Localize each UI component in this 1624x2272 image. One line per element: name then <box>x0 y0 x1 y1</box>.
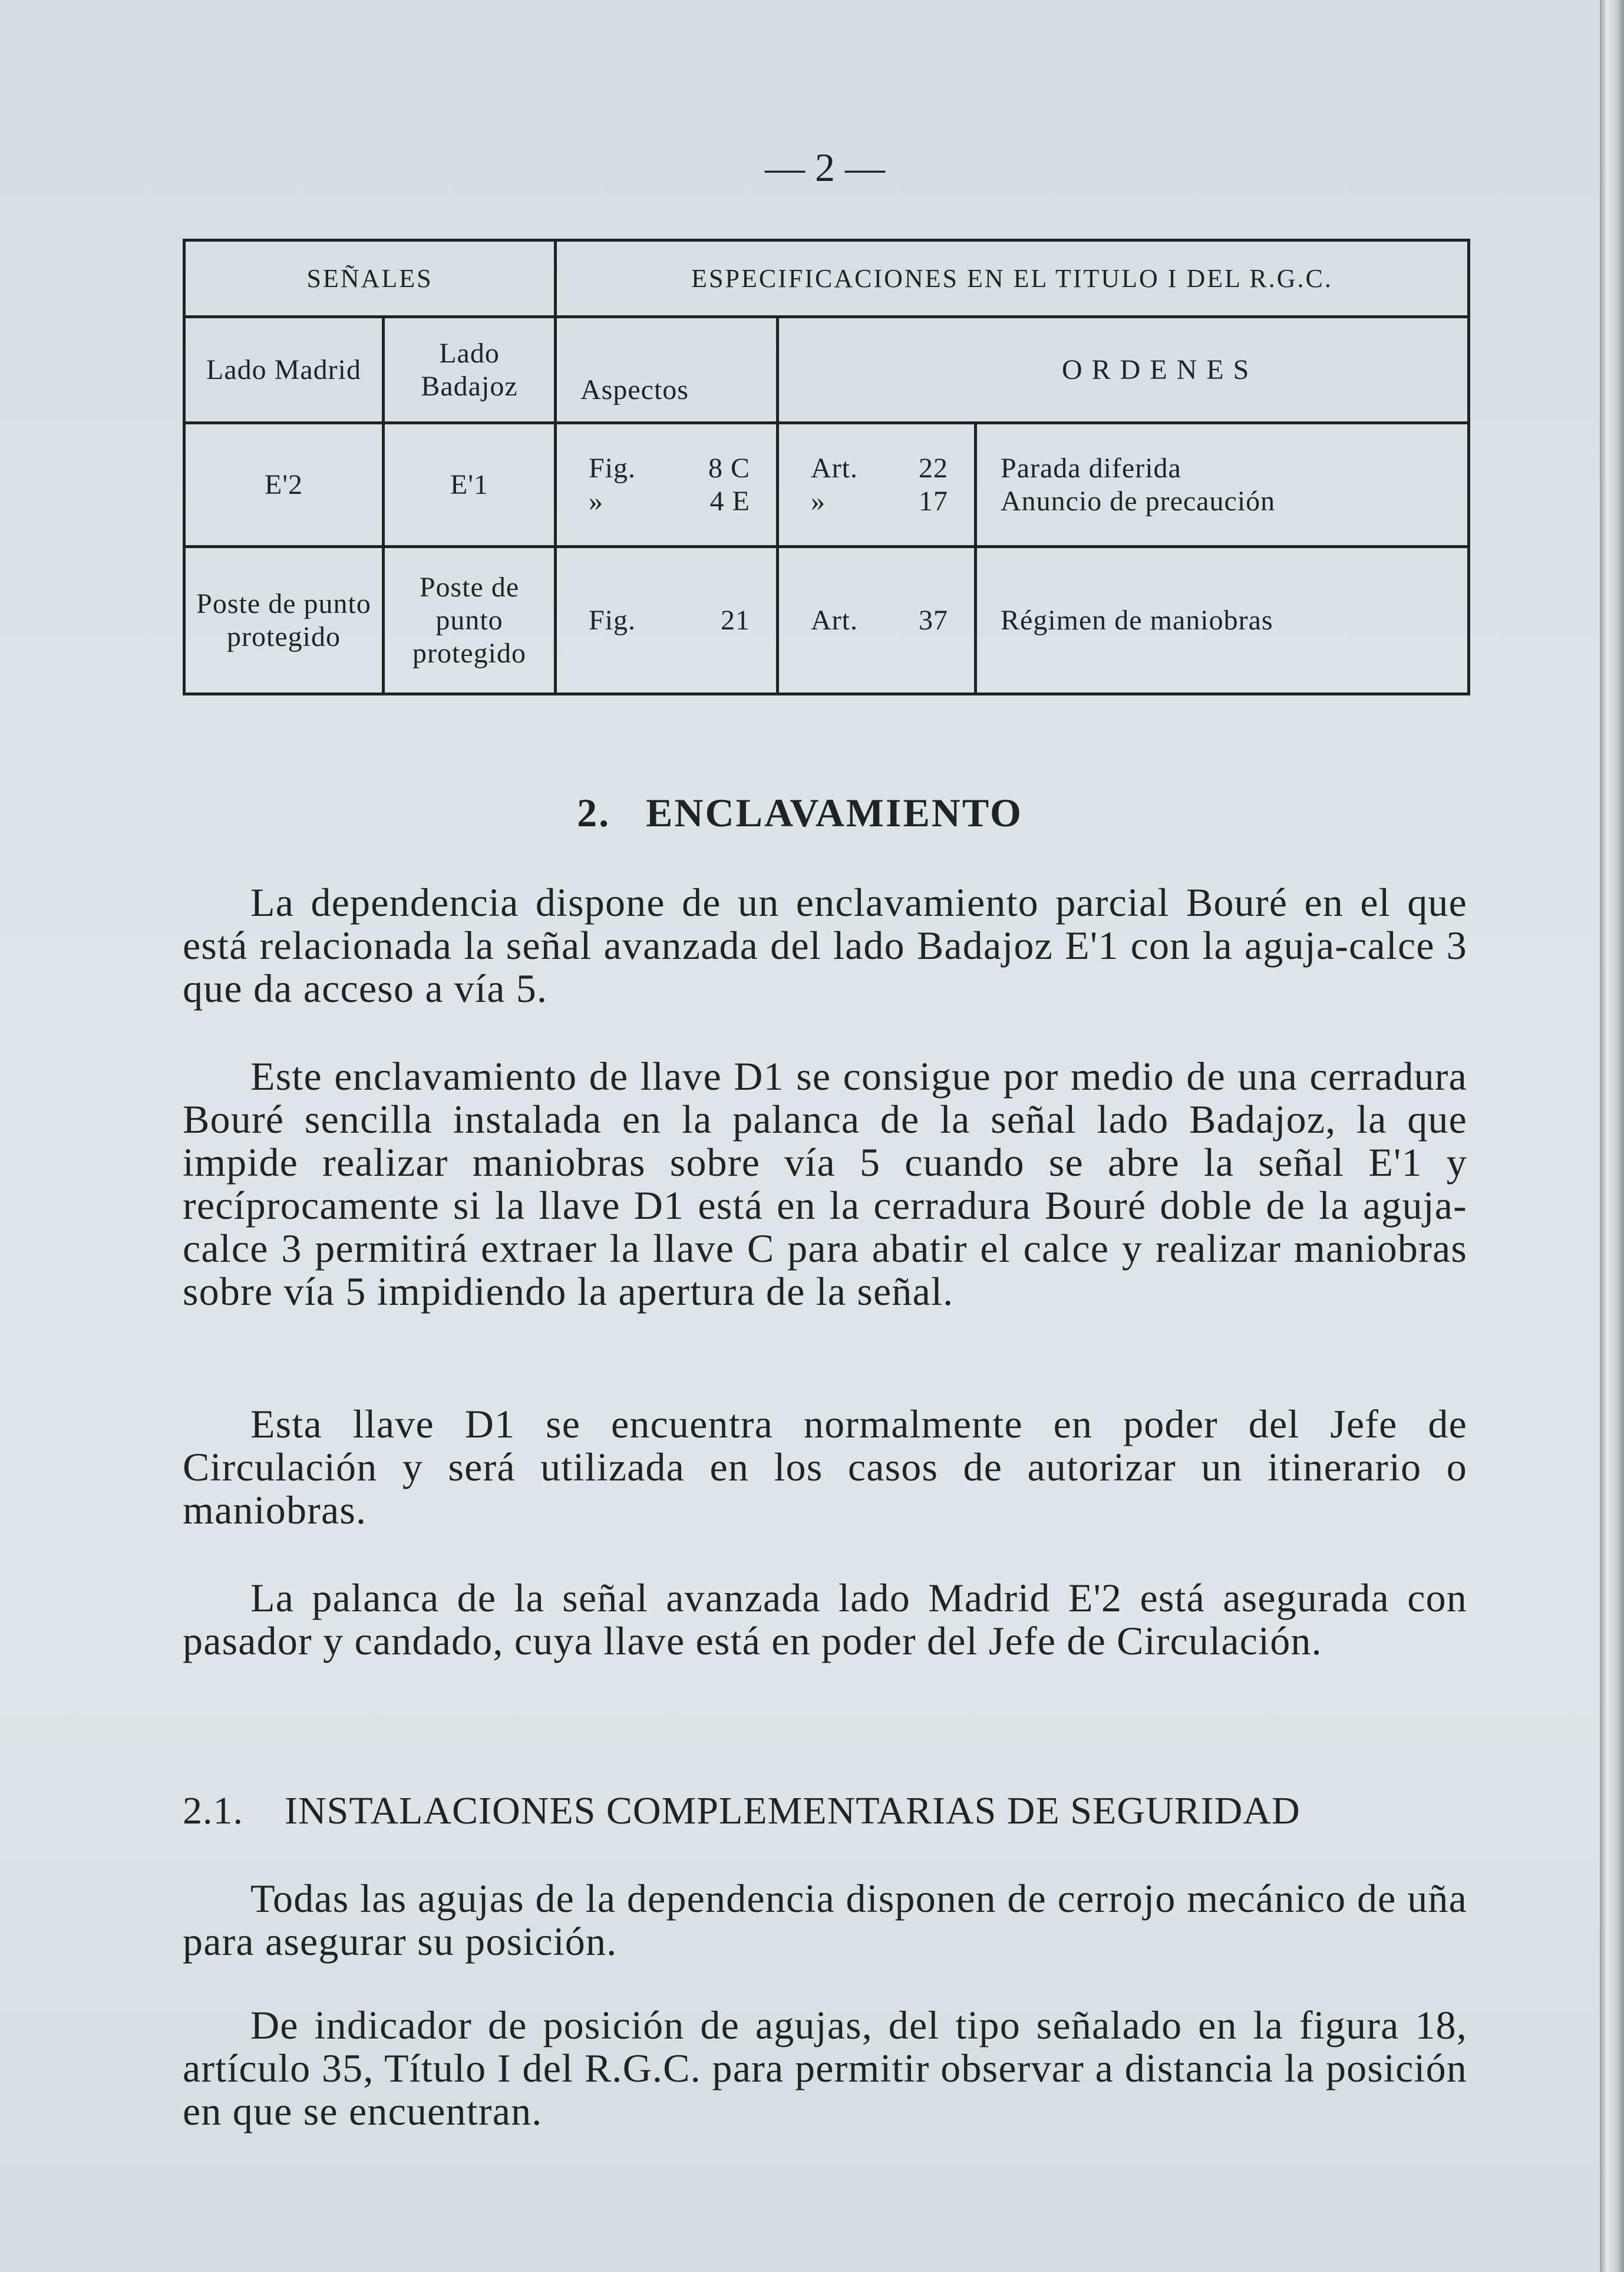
signals-table <box>183 239 1470 695</box>
paragraph: De indicador de posición de agujas, del tipo señalado en la figura 18, artículo 35, Título I del R.G.C. para permitir observar a distancia la posición en que se encuentran. <box>183 2003 1467 2133</box>
table-row <box>184 547 1469 694</box>
paragraph: La palanca de la señal avanzada lado Madrid E'2 está asegurada con pasador y candado, cuya llave está en poder del Jefe de Circulación. <box>183 1575 1467 1663</box>
article-value: 22 <box>919 452 948 484</box>
aspect-label: » <box>589 485 603 517</box>
row-1-articulos <box>778 423 976 547</box>
table-row <box>184 423 1469 547</box>
aspect-value: 21 <box>721 604 750 636</box>
header-especificaciones: ESPECIFICACIONES EN EL TITULO I DEL R.G.C. <box>556 240 1469 317</box>
article-value: 17 <box>919 485 948 517</box>
section-number: 2. <box>577 790 611 835</box>
subsection-number: 2.1. <box>183 1789 243 1832</box>
order-text: Régimen de maniobras <box>1001 604 1273 636</box>
row-2-articulos <box>778 547 976 694</box>
subheader-lado-madrid: Lado Madrid <box>184 317 384 423</box>
paragraph: Este enclavamiento de llave D1 se consigue por medio de una cerradura Bouré sencilla instalada en la palanca de la señal lado Badajoz, la que impide realizar maniobras sobre vía 5 cuando se abre la señal E'1 y recíprocamente si la llave D1 está en la cerradura Bouré doble de la aguja-calce 3 permitirá extraer la llave C para abatir el calce y realizar maniobras sobre vía 5 impidiendo la apertura de la señal. <box>183 1054 1467 1314</box>
paragraph: Todas las agujas de la dependencia disponen de cerrojo mecánico de uña para asegurar su posición. <box>183 1876 1467 1964</box>
subsection-heading <box>183 1789 1479 1834</box>
subheader-ordenes: ORDENES <box>778 317 1469 423</box>
article-label: Art. <box>811 452 858 484</box>
paragraph: La dependencia dispone de un enclavamiento parcial Bouré en el que está relacionada la señal avanzada del lado Badajoz E'1 con la aguja-calce 3 que da acceso a vía 5. <box>183 880 1467 1011</box>
subheader-aspectos: Aspectos <box>556 317 778 423</box>
row-2-aspectos <box>556 547 778 694</box>
row-1-ordenes <box>976 423 1469 547</box>
article-label: Art. <box>811 604 858 636</box>
article-label: » <box>811 485 826 517</box>
row-2-ordenes <box>976 547 1469 694</box>
paragraph: Esta llave D1 se encuentra normalmente en poder del Jefe de Circulación y será utilizada en los casos de autorizar un itinerario o maniobras. <box>183 1402 1467 1532</box>
table-subheader-row <box>184 317 1469 423</box>
order-text: Anuncio de precaución <box>1001 485 1276 517</box>
subheader-lado-badajoz: Lado Badajoz <box>384 317 556 423</box>
page-edge <box>1600 0 1624 2272</box>
table-header-row <box>184 240 1469 317</box>
row-1-aspectos <box>556 423 778 547</box>
header-senales: SEÑALES <box>184 240 556 317</box>
aspect-value: 8 C <box>708 452 750 484</box>
row-1-badajoz: E'1 <box>384 423 556 547</box>
row-2-madrid: Poste de punto protegido <box>184 547 384 694</box>
aspect-value: 4 E <box>709 485 750 517</box>
aspect-label: Fig. <box>589 604 636 636</box>
section-title: ENCLAVAMIENTO <box>646 790 1023 835</box>
article-value: 37 <box>919 604 948 636</box>
aspect-label: Fig. <box>589 452 636 484</box>
order-text: Parada diferida <box>1001 452 1181 484</box>
page-number: — 2 — <box>765 145 885 190</box>
section-heading <box>0 790 1600 836</box>
row-1-madrid: E'2 <box>184 423 384 547</box>
subsection-title: INSTALACIONES COMPLEMENTARIAS DE SEGURIDAD <box>285 1789 1300 1832</box>
row-2-badajoz: Poste de punto protegido <box>384 547 556 694</box>
